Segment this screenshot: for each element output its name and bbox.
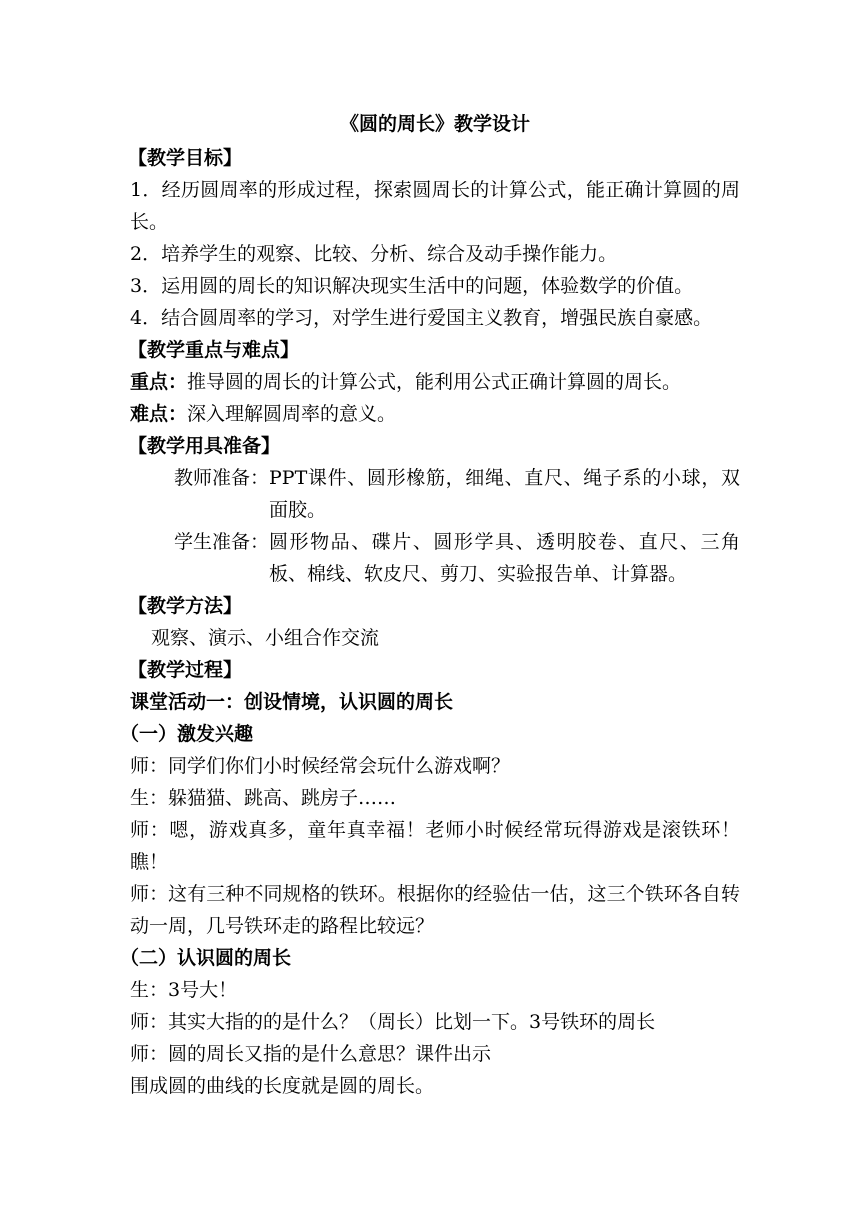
dialogue-line: 围成圆的曲线的长度就是圆的周长。 (130, 1075, 435, 1097)
student-prep (174, 526, 740, 590)
dialogue-line: 师：其实大指的的是什么？（周长）比划一下。3号铁环的周长 (130, 1011, 656, 1033)
teacher-prep-label: 教师准备： (174, 467, 270, 489)
dialogue-line: 师：同学们你们小时候经常会玩什么游戏啊？ (130, 755, 511, 777)
difficulty-line (130, 398, 740, 430)
key-point-text: 推导圆的周长的计算公式，能利用公式正确计算圆的周长。 (187, 371, 682, 393)
methods-text: 观察、演示、小组合作交流 (151, 627, 380, 649)
section-heading: （二）认识圆的周长 (120, 947, 292, 969)
section-heading: （一）激发兴趣 (120, 723, 254, 745)
process-heading: 【教学过程】 (128, 659, 243, 681)
document-title: 《圆的周长》教学设计 (339, 113, 530, 135)
student-prep-label: 学生准备： (174, 531, 270, 553)
dialogue-line: 生：3号大！ (130, 979, 238, 1001)
methods-heading: 【教学方法】 (128, 595, 243, 617)
objective-item: 1．经历圆周率的形成过程，探索圆周长的计算公式，能正确计算圆的周长。 (130, 179, 740, 233)
dialogue-line: 师：这有三种不同规格的铁环。根据你的经验估一估，这三个铁环各自转动一周，几号铁环走的路程比较远？ (130, 883, 740, 937)
activity-title: 课堂活动一：创设情境，认识圆的周长 (130, 691, 454, 713)
objective-item: 2．培养学生的观察、比较、分析、综合及动手操作能力。 (130, 243, 618, 265)
materials-heading: 【教学用具准备】 (128, 435, 281, 457)
difficulty-label: 难点： (130, 403, 188, 425)
student-prep-text: 圆形物品、碟片、圆形学具、透明胶卷、直尺、三角板、棉线、软皮尺、剪刀、实验报告单、计算器。 (269, 531, 740, 585)
key-points-heading: 【教学重点与难点】 (128, 339, 300, 361)
teacher-prep-text: PPT课件、圆形橡筋，细绳、直尺、绳子系的小球，双面胶。 (269, 467, 740, 521)
dialogue-line: 生：躲猫猫、跳高、跳房子…… (130, 787, 397, 809)
objective-item: 3．运用圆的周长的知识解决现实生活中的问题，体验数学的价值。 (130, 275, 694, 297)
key-point-line (130, 366, 740, 398)
objectives-heading: 【教学目标】 (128, 147, 243, 169)
objective-item: 4．结合圆周率的学习，对学生进行爱国主义教育，增强民族自豪感。 (130, 307, 713, 329)
teacher-prep (174, 462, 740, 526)
dialogue-line: 师：圆的周长又指的是什么意思？课件出示 (130, 1043, 492, 1065)
key-point-label: 重点： (130, 371, 188, 393)
document-page (120, 108, 740, 1102)
difficulty-text: 深入理解圆周率的意义。 (187, 403, 397, 425)
dialogue-line: 师：嗯，游戏真多，童年真幸福！老师小时候经常玩得游戏是滚铁环！瞧！ (130, 819, 740, 873)
